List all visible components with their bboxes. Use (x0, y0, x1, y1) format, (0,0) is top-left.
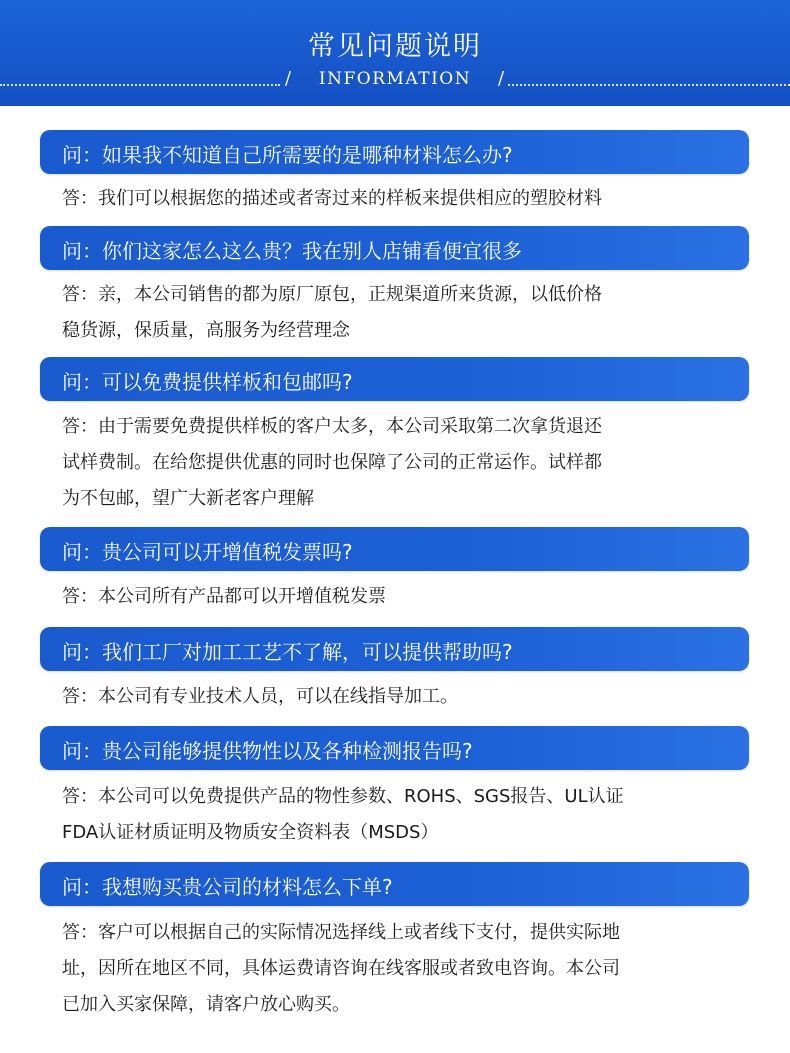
answer-line: 址，因所在地区不同，具体运费请咨询在线客服或者致电咨询。本公司 (62, 958, 620, 979)
dotted-divider-right (508, 84, 790, 86)
answer-line: 答：亲，本公司销售的都为原厂原包，正规渠道所来货源，以低价格 (62, 284, 602, 305)
answer-line: 为不包邮，望广大新老客户理解 (62, 488, 314, 509)
question-text: 问：如果我不知道自己所需要的是哪种材料怎么办? (62, 143, 513, 167)
subtitle-row (0, 70, 790, 94)
question-bar (40, 726, 749, 770)
answer-block (62, 409, 732, 517)
question-bar (40, 130, 749, 174)
question-bar (40, 862, 749, 906)
answer-line: FDA认证材质证明及物质安全资料表（MSDS） (62, 822, 439, 843)
question-text: 问：我们工厂对加工工艺不了解，可以提供帮助吗? (62, 640, 513, 664)
answer-line: 答：本公司所有产品都可以开增值税发票 (62, 586, 386, 607)
question-text: 问：你们这家怎么这么贵？我在别人店铺看便宜很多 (62, 239, 522, 263)
answer-line: 答：由于需要免费提供样板的客户太多，本公司采取第二次拿货退还 (62, 416, 602, 437)
slash-left: / (285, 68, 292, 89)
question-text: 问：贵公司可以开增值税发票吗? (62, 540, 353, 564)
answer-line: 稳货源，保质量，高服务为经营理念 (62, 320, 350, 341)
answer-block (62, 579, 732, 615)
question-bar (40, 226, 749, 270)
slash-right: / (498, 68, 505, 89)
answer-line: 答：本公司可以免费提供产品的物性参数、ROHS、SGS报告、UL认证 (62, 786, 624, 807)
question-text: 问：我想购买贵公司的材料怎么下单? (62, 875, 393, 899)
question-text: 问：可以免费提供样板和包邮吗? (62, 370, 353, 394)
question-bar (40, 527, 749, 571)
subtitle: INFORMATION (318, 69, 472, 89)
answer-line: 答：客户可以根据自己的实际情况选择线上或者线下支付，提供实际地 (62, 922, 620, 943)
header-banner (0, 0, 790, 106)
question-bar (40, 627, 749, 671)
answer-line: 答：我们可以根据您的描述或者寄过来的样板来提供相应的塑胶材料 (62, 188, 602, 209)
page-title: 常见问题说明 (308, 31, 482, 62)
answer-block (62, 679, 732, 715)
dotted-divider-left (0, 84, 280, 86)
question-text: 问：贵公司能够提供物性以及各种检测报告吗? (62, 739, 473, 763)
answer-line: 试样费制。在给您提供优惠的同时也保障了公司的正常运作。试样都 (62, 452, 602, 473)
question-bar (40, 357, 749, 401)
answer-block (62, 277, 732, 349)
answer-line: 已加入买家保障，请客户放心购买。 (62, 994, 350, 1015)
answer-line: 答：本公司有专业技术人员，可以在线指导加工。 (62, 686, 458, 707)
answer-block (62, 779, 732, 851)
answer-block (62, 181, 732, 217)
answer-block (62, 915, 732, 1023)
